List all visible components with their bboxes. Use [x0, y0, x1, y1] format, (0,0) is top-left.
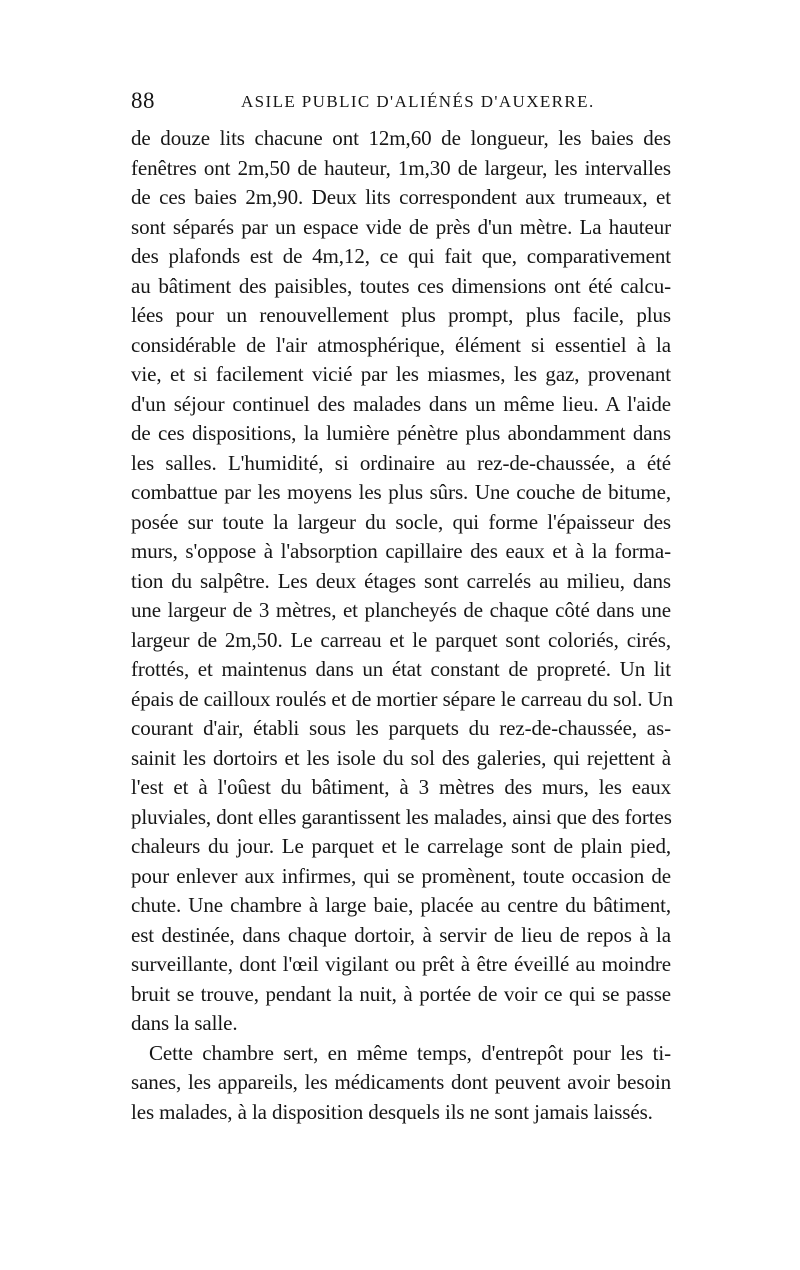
text-line: est destinée, dans chaque dortoir, à servir de lieu de repos à la: [131, 922, 671, 947]
text-line: une largeur de 3 mètres, et plancheyés de chaque côté dans une: [131, 598, 671, 622]
text-line: de ces baies 2m,90. Deux lits correspondent aux trumeaux, et: [131, 185, 671, 209]
text-line: considérable de l'air atmosphérique, élément si essentiel à la: [131, 332, 671, 357]
paragraph-2: [131, 1039, 671, 1128]
running-title: ASILE PUBLIC D'ALIÉNÉS D'AUXERRE.: [241, 92, 595, 111]
page-number: 88: [131, 88, 155, 113]
text-line: pluviales, dont elles garantissent les malades, ainsi que des fortes: [131, 804, 672, 829]
text-line: largeur de 2m,50. Le carreau et le parquet sont coloriés, cirés,: [131, 627, 671, 652]
text-line: courant d'air, établi sous les parquets du rez-de-chaussée, as-: [131, 716, 671, 740]
paragraph-1: [131, 124, 671, 1039]
text-line: sanes, les appareils, les médicaments dont peuvent avoir besoin: [131, 1070, 671, 1094]
text-line: des plafonds est de 4m,12, ce qui fait que, comparativement: [131, 244, 671, 268]
text-line: surveillante, dont l'œil vigilant ou prêt à être éveillé au moindre: [131, 952, 671, 976]
text-line: posée sur toute la largeur du socle, qui forme l'épaisseur des: [131, 509, 671, 534]
text-line: pour enlever aux infirmes, qui se promènent, toute occasion de: [131, 863, 671, 888]
text-line: l'est et à l'oûest du bâtiment, à 3 mètres des murs, les eaux: [131, 775, 671, 799]
text-line: au bâtiment des paisibles, toutes ces dimensions ont été calcu-: [131, 273, 671, 298]
body-text: [131, 124, 671, 1127]
text-line: bruit se trouve, pendant la nuit, à portée de voir ce qui se passe: [131, 981, 671, 1006]
text-line: les salles. L'humidité, si ordinaire au rez-de-chaussée, a été: [131, 450, 671, 475]
text-line: tion du salpêtre. Les deux étages sont carrelés au milieu, dans: [131, 568, 671, 593]
running-head: [131, 86, 671, 116]
text-line: combattue par les moyens les plus sûrs. Une couche de bitume,: [131, 480, 671, 504]
text-line: chute. Une chambre à large baie, placée au centre du bâtiment,: [131, 893, 671, 917]
text-line: frottés, et maintenus dans un état constant de propreté. Un lit: [131, 657, 671, 681]
text-line: de douze lits chacune ont 12m,60 de longueur, les baies des: [131, 126, 671, 150]
text-line: sont séparés par un espace vide de près d'un mètre. La hauteur: [131, 214, 671, 239]
text-line: Cette chambre sert, en même temps, d'entrepôt pour les ti-: [149, 1040, 671, 1065]
text-line: chaleurs du jour. Le parquet et le carrelage sont de plain pied,: [131, 834, 671, 858]
text-line: de ces dispositions, la lumière pénètre plus abondamment dans: [131, 421, 671, 445]
text-line: épais de cailloux roulés et de mortier sépare le carreau du sol. Un: [131, 686, 673, 711]
text-line: murs, s'oppose à l'absorption capillaire des eaux et à la forma-: [131, 539, 671, 563]
text-line: dans la salle.: [131, 1011, 238, 1035]
text-line: fenêtres ont 2m,50 de hauteur, 1m,30 de largeur, les intervalles: [131, 155, 671, 180]
text-line: vie, et si facilement vicié par les miasmes, les gaz, provenant: [131, 362, 671, 386]
text-line: lées pour un renouvellement plus prompt, plus facile, plus: [131, 303, 671, 327]
text-line: sainit les dortoirs et les isole du sol des galeries, qui rejettent à: [131, 745, 671, 770]
text-line: les malades, à la disposition desquels ils ne sont jamais laissés.: [131, 1099, 653, 1124]
text-line: d'un séjour continuel des malades dans un même lieu. A l'aide: [131, 391, 671, 416]
